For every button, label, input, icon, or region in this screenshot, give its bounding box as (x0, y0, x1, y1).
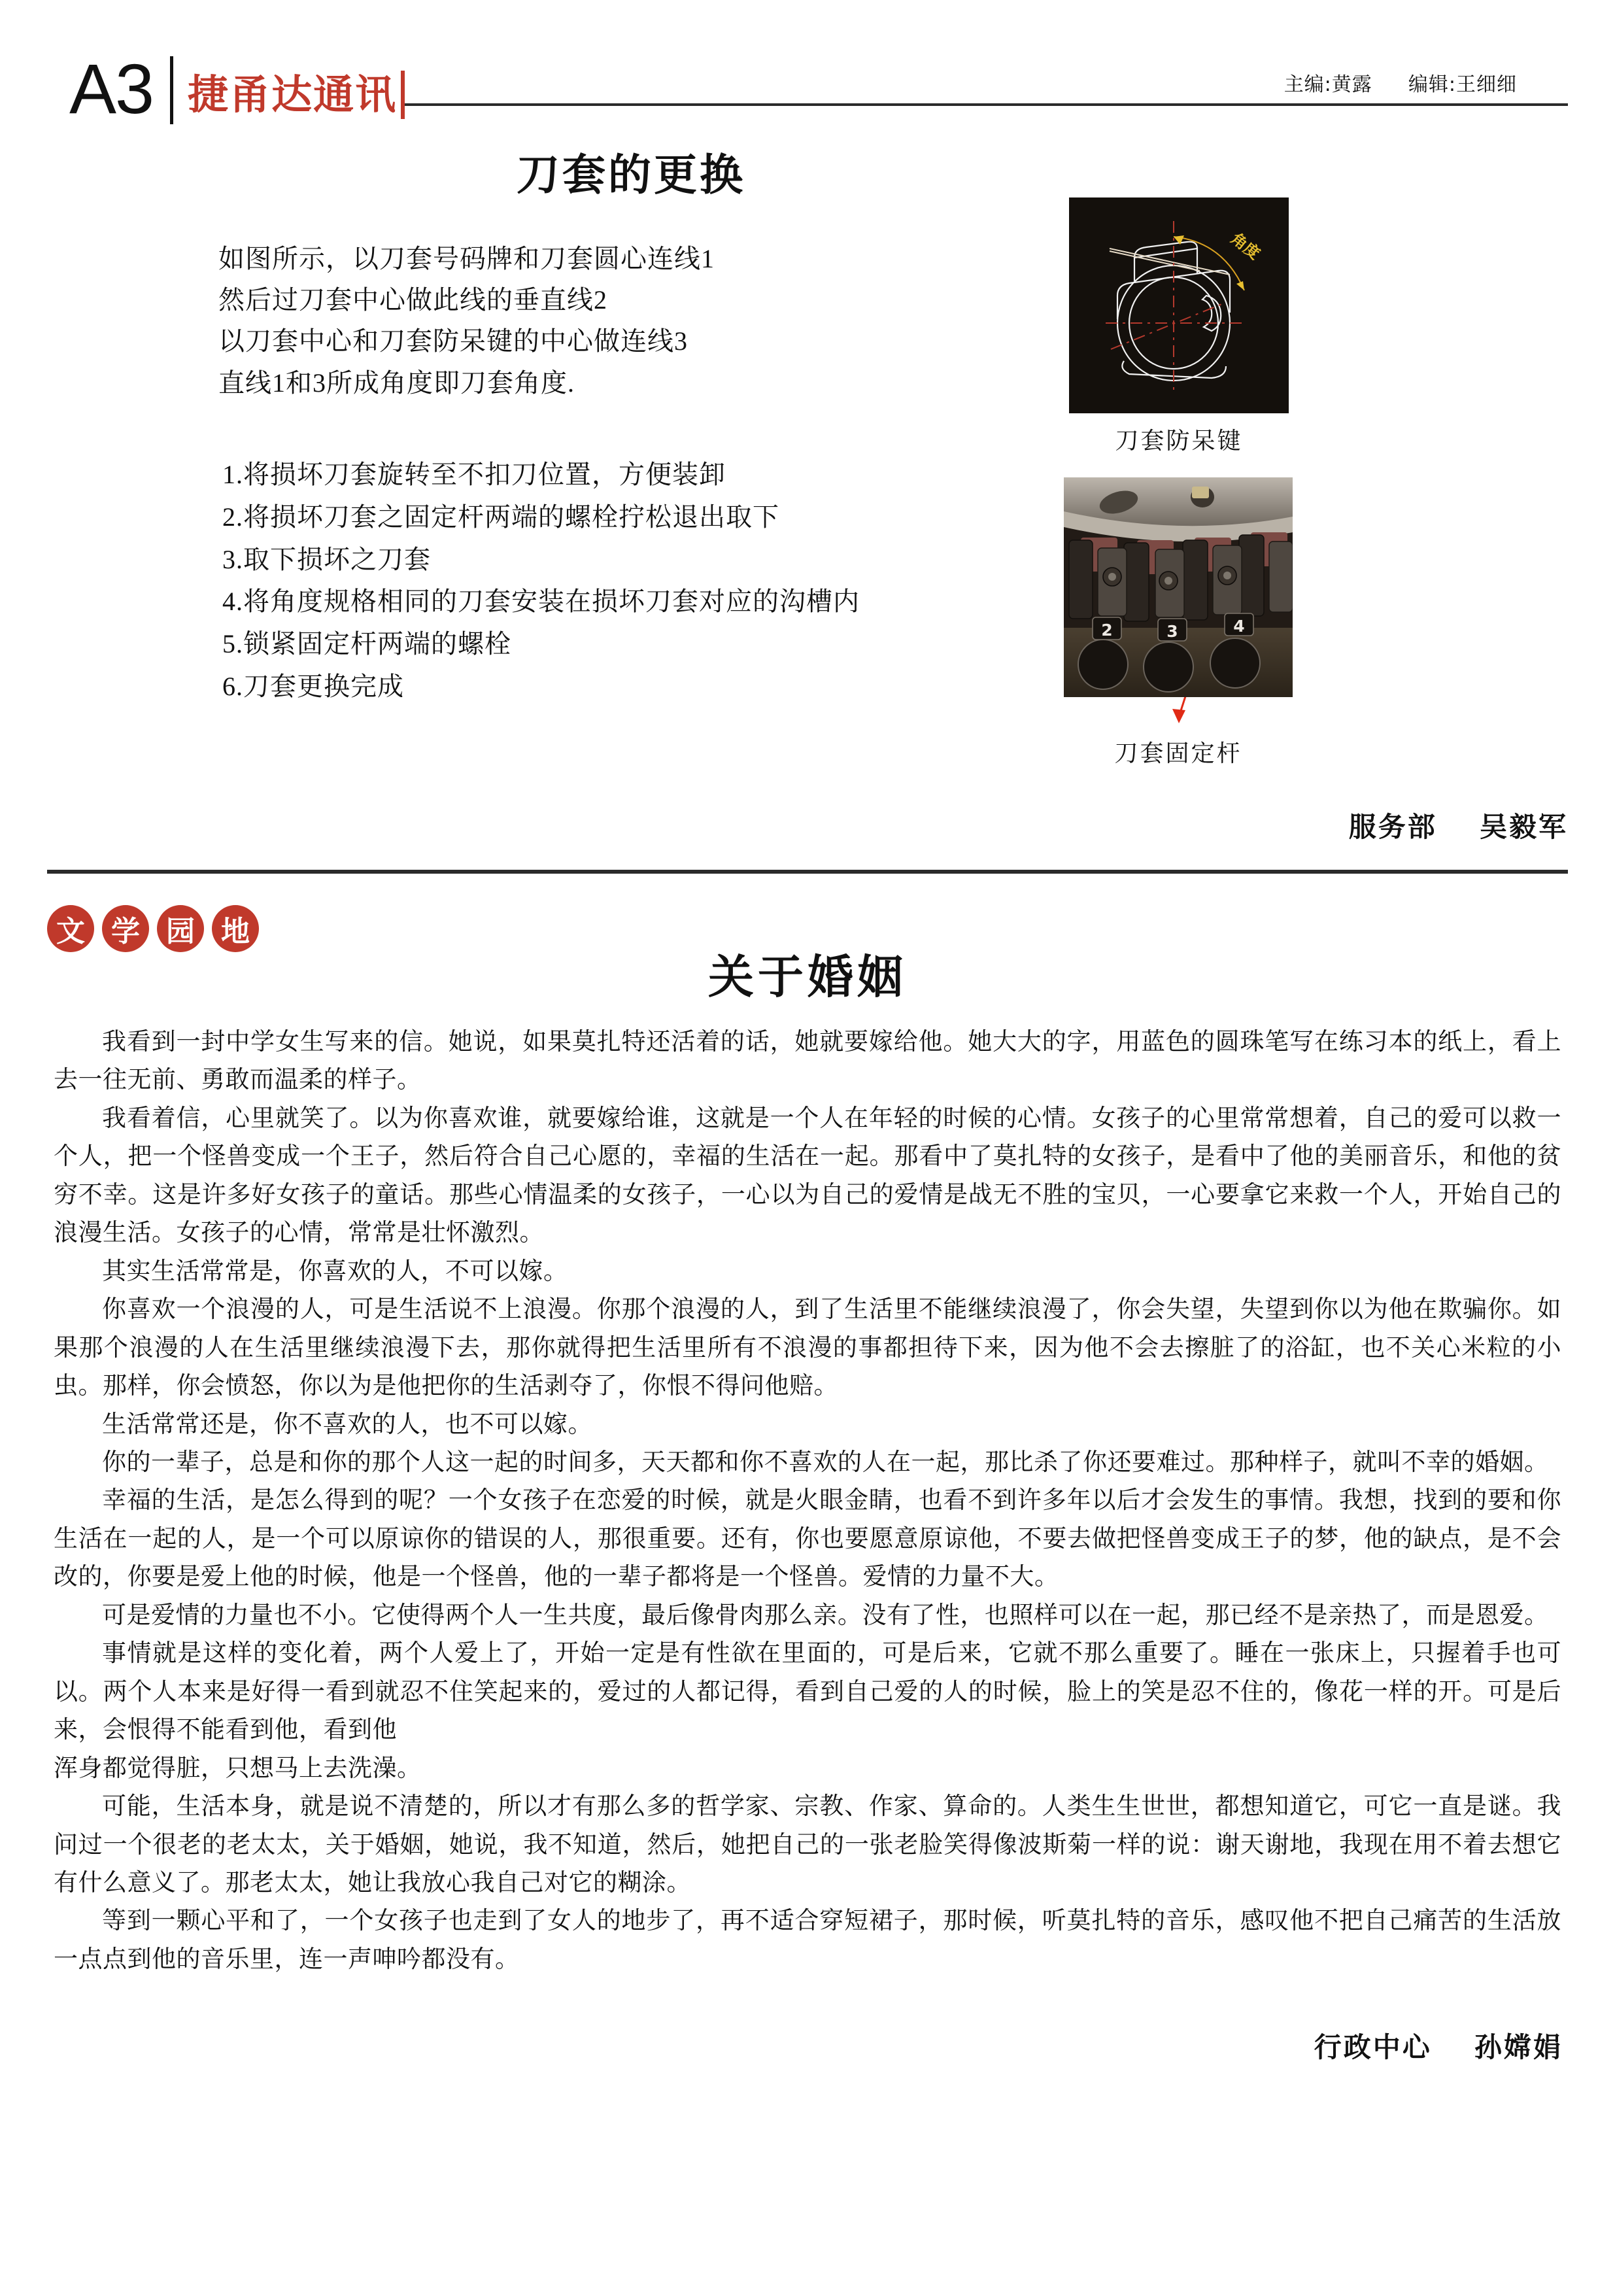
category-badge-literature (47, 905, 259, 952)
section-divider (47, 870, 1568, 878)
badge-char-4: 地 (212, 905, 259, 952)
step-item: 1.将损坏刀套旋转至不扣刀位置，方便装卸 (222, 460, 726, 489)
publication-name: 捷甬达通讯 (188, 71, 398, 118)
editor-in-chief: 主编:黄露 (1284, 73, 1372, 96)
figure-tool-sleeve-key (1069, 197, 1289, 456)
step-item: 2.将损坏刀套之固定杆两端的螺栓拧松退出取下 (222, 502, 779, 532)
paragraph: 等到一颗心平和了，一个女孩子也走到了女人的地步了，再不适合穿短裙子，那时候，听莫扎特的音乐，感叹他不把自己痛苦的生活放一点点到他的音乐里，连一声呻吟都没有。 (54, 1908, 1561, 1973)
article-two-byline (47, 2026, 1568, 2065)
byline-author: 吴毅军 (1479, 811, 1568, 843)
byline-author: 孙嫦娟 (1474, 2031, 1563, 2064)
angle-label: 角度 (1227, 229, 1264, 264)
step-item: 4.将角度规格相同的刀套安装在损坏刀套对应的沟槽内 (222, 587, 860, 617)
paragraph: 可是爱情的力量也不小。它使得两个人一生共度，最后像骨肉那么亲。没有了性，也照样可以在一起，那已经不是亲热了，而是恩爱。 (102, 1602, 1549, 1629)
step-item: 3.取下损坏之刀套 (222, 544, 431, 574)
paragraph: 生活常常还是，你不喜欢的人，也不可以嫁。 (102, 1411, 592, 1438)
editor-credits (1284, 68, 1517, 97)
tool-magazine-photo (1064, 477, 1293, 697)
arrow-region (1064, 697, 1293, 726)
paragraph: 事情就是这样的变化着，两个人爱上了，开始一定是有性欲在里面的，可是后来，它就不那么重要了。睡在一张床上，只握着手也可以。两个人本来是好得一看到就忍不住笑起来的，爱过的人都记得，看到自己爱的人的时候，脸上的笑是忍不住的，像花一样的开。可是后来，会恨得不能看到他，看到他 (54, 1640, 1561, 1744)
intro-line: 直线1和3所成角度即刀套角度. (218, 368, 575, 398)
intro-line: 然后过刀套中心做此线的垂直线2 (218, 285, 607, 315)
publication-accent-bar (401, 71, 405, 119)
figure-two-caption: 刀套固定杆 (1114, 740, 1242, 766)
intro-line: 如图所示，以刀套号码牌和刀套圆心连线1 (218, 244, 715, 273)
paragraph: 你喜欢一个浪漫的人，可是生活说不上浪漫。你那个浪漫的人，到了生活里不能继续浪漫了，你会失望，失望到你以为他在欺骗你。如果那个浪漫的人在生活里继续浪漫下去，那你就得把生活里所有不浪漫的事都担待下来，因为他不会去擦脏了的浴缸，也不关心米粒的小虫。那样，你会愤怒，你以为是他把你的生活剥夺了，你恨不得问他赔。 (54, 1296, 1561, 1400)
paragraph: 我看到一封中学女生写来的信。她说，如果莫扎特还活着的话，她就要嫁给他。她大大的字，用蓝色的圆珠笔写在练习本的纸上，看上去一往无前、勇敢而温柔的样子。 (54, 1029, 1561, 1094)
slot-label: 3 (1166, 622, 1178, 641)
article-one-title: 刀套的更换 (517, 150, 745, 200)
article-one-steps (222, 454, 860, 708)
article-one-byline (1349, 806, 1568, 845)
byline-dept: 服务部 (1348, 811, 1437, 843)
divider-rule (47, 870, 1568, 874)
article-two-body (54, 1023, 1561, 1979)
paragraph-continuation: 浑身都觉得脏，只想马上去洗澡。 (54, 1755, 422, 1782)
badge-char-2: 学 (102, 905, 149, 952)
paragraph: 其实生活常常是，你喜欢的人，不可以嫁。 (102, 1258, 568, 1285)
red-arrow-icon (1064, 697, 1293, 726)
tool-magazine-photo-svg (1064, 477, 1293, 697)
figure-tool-sleeve-bar (1064, 477, 1293, 768)
badge-char-3: 园 (157, 905, 204, 952)
masthead-horizontal-rule (405, 103, 1568, 106)
figure-one-caption: 刀套防呆键 (1115, 428, 1243, 454)
cad-drawing-image (1069, 197, 1289, 413)
paragraph: 你的一辈子，总是和你的那个人这一起的时间多，天天都和你不喜欢的人在一起，那比杀了你还要难过。那种样子，就叫不幸的婚姻。 (102, 1448, 1549, 1476)
intro-line: 以刀套中心和刀套防呆键的中心做连线3 (218, 326, 688, 356)
article-tool-sleeve-replacement (47, 140, 1568, 859)
slot-label: 4 (1233, 617, 1245, 636)
cad-drawing-svg (1069, 197, 1289, 413)
article-two-title: 关于婚姻 (708, 950, 907, 1004)
article-one-intro (218, 238, 715, 403)
step-item: 5.锁紧固定杆两端的螺栓 (222, 629, 511, 659)
page-number: A3 (69, 49, 154, 129)
byline-dept: 行政中心 (1314, 2031, 1432, 2064)
editor-name: 编辑:王细细 (1408, 73, 1517, 96)
masthead (47, 0, 1568, 129)
slot-label: 2 (1101, 621, 1113, 640)
paragraph: 我看着信，心里就笑了。以为你喜欢谁，就要嫁给谁，这就是一个人在年轻的时候的心情。女孩子的心里常常想着，自己的爱可以救一个人，把一个怪兽变成一个王子，然后符合自己心愿的，幸福的生活在一起。那看中了莫扎特的女孩子，是看中了他的美丽音乐，和他的贫穷不幸。这是许多好女孩子的童话。那些心情温柔的女孩子，一心以为自己的爱情是战无不胜的宝贝，一心要拿它来救一个人，开始自己的浪漫生活。女孩子的心情，常常是壮怀激烈。 (54, 1105, 1561, 1247)
paragraph: 幸福的生活，是怎么得到的呢？一个女孩子在恋爱的时候，就是火眼金睛，也看不到许多年以后才会发生的事情。我想，找到的要和你生活在一起的人，是一个可以原谅你的错误的人，那很重要。还有，你也要愿意原谅他，不要去做把怪兽变成王子的梦，他的缺点，是不会改的，你要是爱上他的时候，他是一个怪兽，他的一辈子都将是一个怪兽。爱情的力量不大。 (54, 1487, 1561, 1591)
paragraph: 可能，生活本身，就是说不清楚的，所以才有那么多的哲学家、宗教、作家、算命的。人类生生世世，都想知道它，可它一直是谜。我问过一个很老的老太太，关于婚姻，她说，我不知道，然后，她把自己的一张老脸笑得像波斯菊一样的说：谢天谢地，我现在用不着去想它有什么意义了。那老太太，她让我放心我自己对它的糊涂。 (54, 1793, 1561, 1896)
badge-char-1: 文 (47, 905, 94, 952)
step-item: 6.刀套更换完成 (222, 671, 404, 701)
article-about-marriage (47, 878, 1568, 2065)
